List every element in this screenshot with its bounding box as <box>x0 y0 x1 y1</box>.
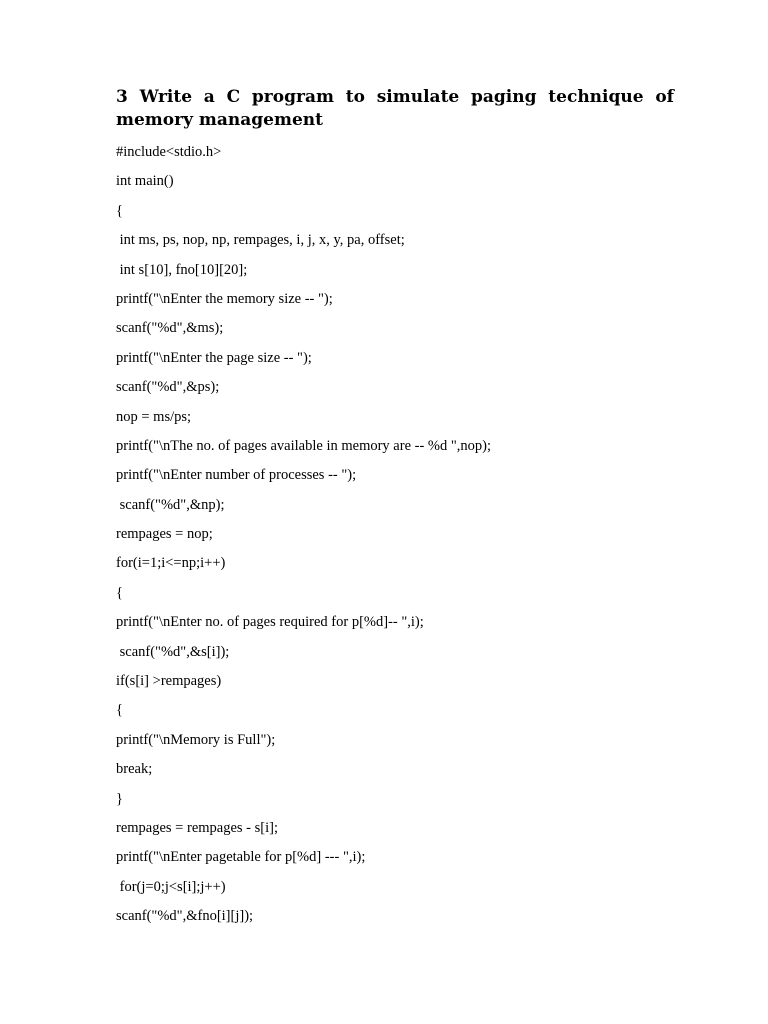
code-line: printf("\nEnter the memory size -- "); <box>116 290 333 307</box>
code-line: scanf("%d",&ps); <box>116 379 220 396</box>
code-line: } <box>116 790 123 807</box>
code-line: int s[10], fno[10][20]; <box>116 261 248 278</box>
code-line: printf("\nMemory is Full"); <box>116 731 276 748</box>
code-line: { <box>116 584 123 601</box>
code-line: #include<stdio.h> <box>116 144 222 160</box>
code-line: int ms, ps, nop, np, rempages, i, j, x, y, pa, offset; <box>116 232 405 249</box>
code-line: printf("\nEnter the page size -- "); <box>116 349 312 366</box>
code-line: printf("\nThe no. of pages available in memory are -- %d ",nop); <box>116 437 492 454</box>
code-line: int main() <box>116 173 174 190</box>
code-line: rempages = rempages - s[i]; <box>116 819 278 836</box>
code-line: printf("\nEnter number of processes -- "); <box>116 467 357 484</box>
code-line: scanf("%d",&ms); <box>116 320 224 337</box>
code-line: printf("\nEnter no. of pages required for p[%d]-- ",i); <box>116 614 424 631</box>
code-listing <box>116 144 716 938</box>
code-line: { <box>116 702 123 719</box>
code-line: rempages = nop; <box>116 526 213 543</box>
code-line: for(i=1;i<=np;i++) <box>116 555 226 572</box>
code-line: for(j=0;j<s[i];j++) <box>116 878 226 895</box>
code-line: break; <box>116 761 153 778</box>
code-line: { <box>116 202 123 219</box>
code-line: printf("\nEnter pagetable for p[%d] --- ",i); <box>116 849 366 866</box>
code-line: scanf("%d",&fno[i][j]); <box>116 908 254 925</box>
page-title: 3 Write a C program to simulate paging technique of memory management <box>116 87 674 130</box>
code-line: nop = ms/ps; <box>116 408 192 425</box>
code-line: if(s[i] >rempages) <box>116 673 222 690</box>
code-line: scanf("%d",&np); <box>116 496 225 513</box>
code-line: scanf("%d",&s[i]); <box>116 643 230 660</box>
